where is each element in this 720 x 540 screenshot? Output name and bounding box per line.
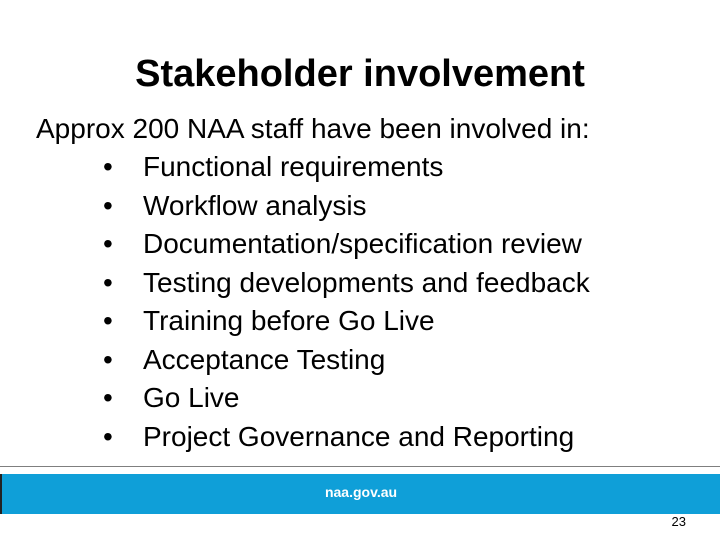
bullet-icon: • <box>103 382 113 413</box>
list-item <box>100 187 590 226</box>
footer-bar <box>2 474 720 514</box>
list-item <box>100 341 590 380</box>
list-item-text: Go Live <box>143 382 240 413</box>
bullet-icon: • <box>103 151 113 182</box>
footer-divider <box>0 466 720 467</box>
list-item <box>100 225 590 264</box>
list-item-text: Documentation/specification review <box>143 228 582 259</box>
slide-title: Stakeholder involvement <box>135 53 585 95</box>
list-item-text: Workflow analysis <box>143 189 367 221</box>
bullet-icon: • <box>103 266 113 298</box>
list-item-text: Acceptance Testing <box>143 343 386 375</box>
list-item <box>100 379 590 418</box>
page-number: 23 <box>671 514 686 529</box>
list-item-text: Project Governance and Reporting <box>143 420 575 452</box>
bullet-icon: • <box>103 228 113 259</box>
bullet-icon: • <box>103 420 113 452</box>
list-item-text: Training before Go Live <box>143 305 435 336</box>
list-item <box>100 302 590 341</box>
bullet-list <box>100 148 590 456</box>
bullet-icon: • <box>103 189 113 221</box>
list-item-text: Functional requirements <box>143 151 444 182</box>
list-item <box>100 264 590 303</box>
list-item <box>100 418 590 457</box>
list-item-text: Testing developments and feedback <box>143 266 590 298</box>
list-item <box>100 148 590 187</box>
bullet-icon: • <box>103 305 113 336</box>
footer-site-link[interactable]: naa.gov.au <box>324 484 398 500</box>
bullet-icon: • <box>103 343 113 375</box>
intro-text: Approx 200 NAA staff have been involved in: <box>36 113 590 144</box>
